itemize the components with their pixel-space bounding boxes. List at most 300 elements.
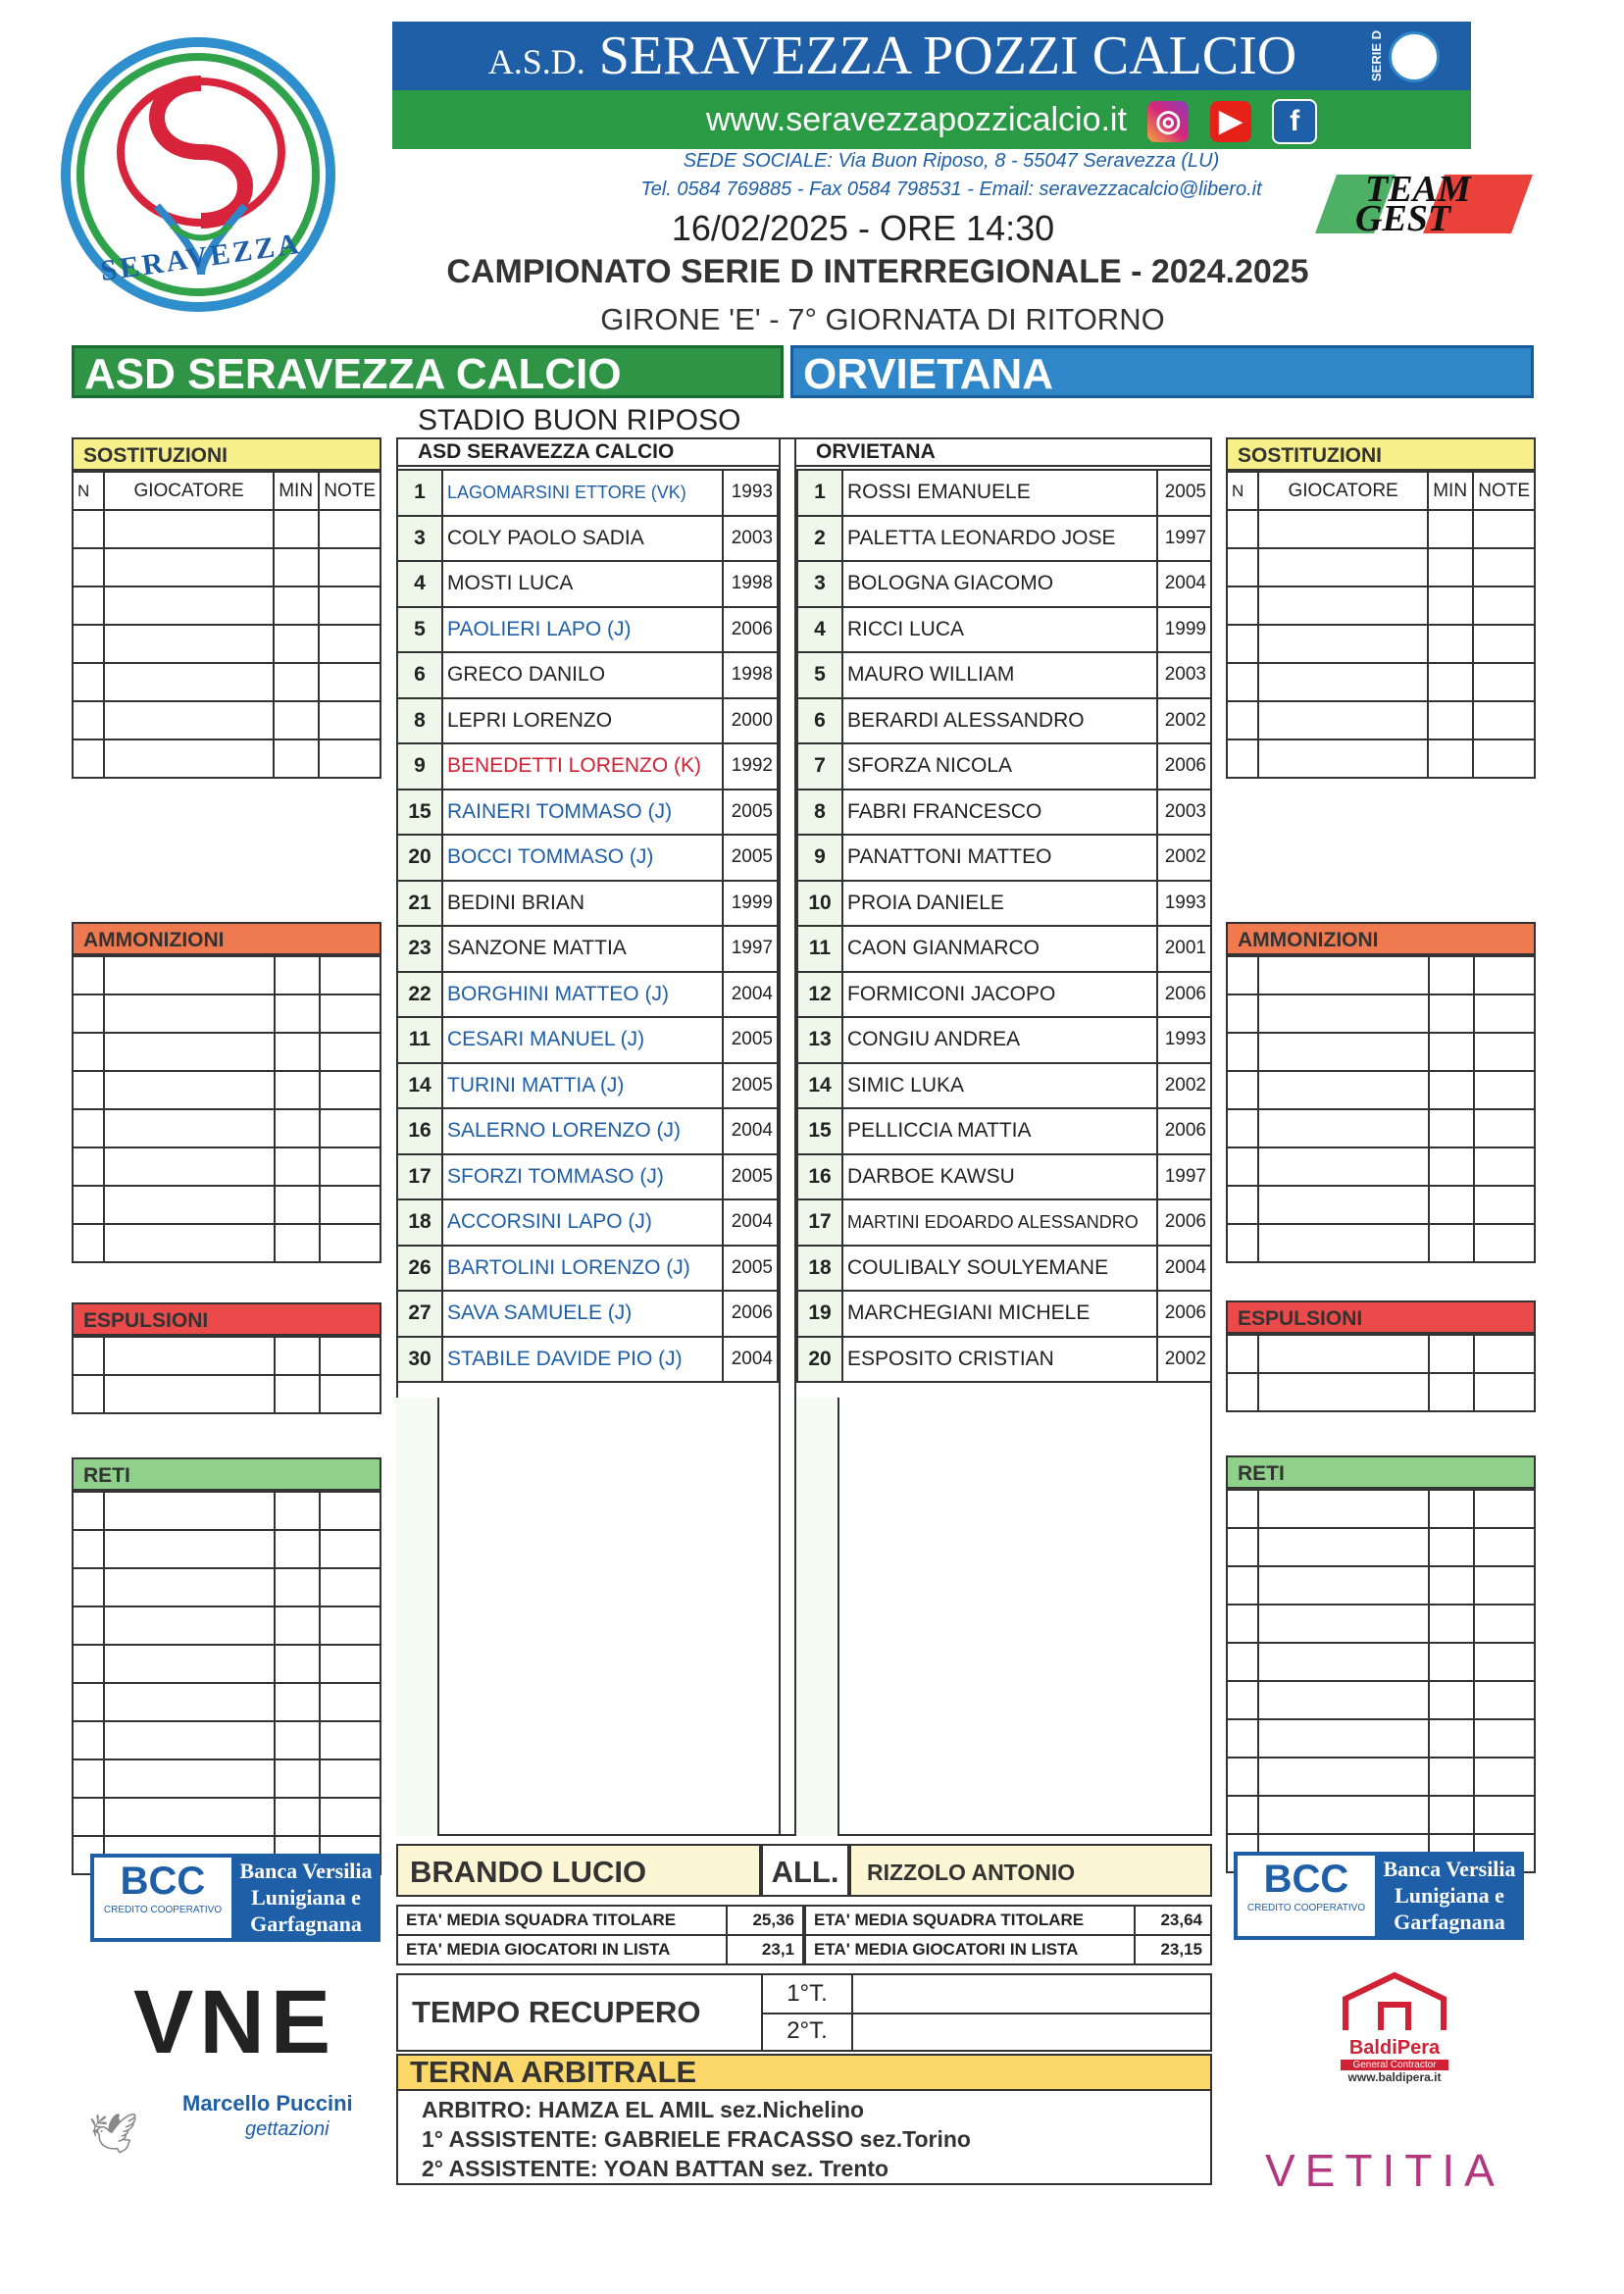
input-cell[interactable]: [320, 1071, 381, 1109]
player-row: [797, 1017, 1211, 1063]
input-cell[interactable]: [1258, 1566, 1429, 1605]
player-number: 5: [397, 607, 442, 653]
input-cell[interactable]: [275, 1568, 320, 1606]
player-number: 10: [797, 881, 842, 927]
input-cell[interactable]: [1227, 1719, 1258, 1758]
player-name: PANATTONI MATTEO: [842, 835, 1157, 881]
sostituzioni-table: [72, 471, 381, 779]
input-cell[interactable]: [1474, 1109, 1535, 1147]
youtube-icon[interactable]: ▶: [1210, 101, 1251, 142]
input-cell[interactable]: [1474, 1566, 1535, 1605]
recupero-divider: [851, 2013, 1210, 2014]
input-cell[interactable]: [275, 1606, 320, 1645]
input-cell[interactable]: [1429, 1528, 1474, 1566]
input-cell[interactable]: [1258, 956, 1429, 994]
input-cell[interactable]: [1429, 1758, 1474, 1796]
input-cell[interactable]: [73, 1492, 104, 1530]
input-cell[interactable]: [104, 1530, 275, 1568]
input-cell[interactable]: [73, 625, 104, 663]
input-cell[interactable]: [1258, 1373, 1429, 1411]
input-cell[interactable]: [320, 1798, 381, 1836]
input-cell[interactable]: [104, 1798, 275, 1836]
input-cell[interactable]: [104, 956, 275, 994]
input-cell[interactable]: [73, 1759, 104, 1798]
input-cell[interactable]: [274, 548, 319, 586]
input-cell[interactable]: [1227, 663, 1258, 701]
input-cell[interactable]: [275, 1375, 320, 1413]
input-cell[interactable]: [104, 739, 274, 778]
input-cell[interactable]: [275, 1224, 320, 1262]
input-cell[interactable]: [104, 1683, 275, 1721]
input-cell[interactable]: [1473, 663, 1535, 701]
player-name: LAGOMARSINI ETTORE (VK): [442, 470, 723, 516]
input-cell[interactable]: [320, 1530, 381, 1568]
input-cell[interactable]: [1429, 1796, 1474, 1834]
input-cell[interactable]: [1429, 1719, 1474, 1758]
player-birth-year: 1998: [723, 561, 778, 607]
input-cell[interactable]: [73, 1186, 104, 1224]
input-cell[interactable]: [104, 1337, 275, 1375]
input-cell[interactable]: [1473, 548, 1535, 586]
input-cell[interactable]: [319, 586, 381, 625]
player-birth-year: 2003: [1157, 790, 1211, 836]
input-cell[interactable]: [1474, 1335, 1535, 1373]
input-cell[interactable]: [104, 1147, 275, 1186]
input-cell[interactable]: [1429, 1033, 1474, 1071]
input-cell[interactable]: [1429, 956, 1474, 994]
input-cell[interactable]: [1474, 1681, 1535, 1719]
input-cell[interactable]: [1227, 510, 1258, 548]
input-cell[interactable]: [275, 1721, 320, 1759]
input-cell[interactable]: [73, 1033, 104, 1071]
input-cell[interactable]: [1429, 1490, 1474, 1528]
input-cell[interactable]: [1429, 1605, 1474, 1643]
input-cell[interactable]: [275, 1337, 320, 1375]
input-cell[interactable]: [320, 1186, 381, 1224]
input-cell[interactable]: [73, 1147, 104, 1186]
input-cell[interactable]: [1227, 1109, 1258, 1147]
input-cell[interactable]: [274, 701, 319, 739]
player-number: 16: [797, 1154, 842, 1200]
input-cell[interactable]: [73, 1721, 104, 1759]
input-cell[interactable]: [274, 625, 319, 663]
recupero-box: [396, 1973, 1212, 2052]
input-cell[interactable]: [1428, 701, 1473, 739]
input-cell[interactable]: [1258, 994, 1429, 1033]
club-prefix: A.S.D.: [487, 42, 585, 81]
espulsioni-header: ESPULSIONI: [1226, 1300, 1536, 1334]
espulsioni-table: [1226, 1334, 1536, 1412]
player-birth-year: 2006: [723, 1291, 778, 1337]
input-cell[interactable]: [320, 1147, 381, 1186]
player-number: 14: [797, 1063, 842, 1109]
input-cell[interactable]: [275, 1759, 320, 1798]
input-cell[interactable]: [275, 1530, 320, 1568]
input-cell[interactable]: [73, 548, 104, 586]
input-cell[interactable]: [320, 1033, 381, 1071]
input-cell[interactable]: [1258, 701, 1428, 739]
espulsioni-header: ESPULSIONI: [72, 1302, 381, 1336]
input-cell[interactable]: [73, 586, 104, 625]
player-row: [797, 607, 1211, 653]
player-name: STABILE DAVIDE PIO (J): [442, 1337, 723, 1383]
input-cell[interactable]: [320, 994, 381, 1033]
input-cell[interactable]: [104, 663, 274, 701]
input-cell[interactable]: [73, 1530, 104, 1568]
bcc-name-3: Garfagnana: [1394, 1910, 1505, 1934]
player-number: 8: [797, 790, 842, 836]
input-cell[interactable]: [1473, 739, 1535, 778]
input-cell[interactable]: [1258, 1796, 1429, 1834]
player-row: [797, 790, 1211, 836]
input-cell[interactable]: [275, 1645, 320, 1683]
input-cell[interactable]: [1227, 956, 1258, 994]
input-cell[interactable]: [1258, 1719, 1429, 1758]
input-cell[interactable]: [1429, 1224, 1474, 1262]
input-cell[interactable]: [73, 510, 104, 548]
input-cell[interactable]: [275, 1071, 320, 1109]
input-cell[interactable]: [274, 510, 319, 548]
input-cell[interactable]: [1428, 548, 1473, 586]
input-cell[interactable]: [275, 1798, 320, 1836]
input-cell[interactable]: [319, 739, 381, 778]
input-cell[interactable]: [319, 510, 381, 548]
input-cell[interactable]: [1227, 739, 1258, 778]
input-cell[interactable]: [319, 663, 381, 701]
input-cell[interactable]: [104, 1186, 275, 1224]
serie-d-badge-text: SERIE D: [1369, 30, 1384, 82]
bcc-logo-text: BCC: [1263, 1858, 1349, 1901]
player-birth-year: 2002: [1157, 698, 1211, 744]
input-cell[interactable]: [319, 548, 381, 586]
input-cell[interactable]: [1258, 1681, 1429, 1719]
player-name: PALETTA LEONARDO JOSE: [842, 516, 1157, 562]
input-cell[interactable]: [319, 625, 381, 663]
input-cell[interactable]: [1258, 548, 1428, 586]
input-cell[interactable]: [320, 1375, 381, 1413]
input-cell[interactable]: [104, 1375, 275, 1413]
input-cell[interactable]: [1258, 739, 1428, 778]
input-cell[interactable]: [104, 1109, 275, 1147]
player-name: RAINERI TOMMASO (J): [442, 790, 723, 836]
player-birth-year: 2005: [723, 1246, 778, 1292]
bcc-name-2: Lunigiana e: [1395, 1883, 1504, 1908]
input-cell[interactable]: [1258, 1186, 1429, 1224]
input-cell[interactable]: [1474, 1643, 1535, 1681]
input-cell[interactable]: [1227, 1335, 1258, 1373]
input-cell[interactable]: [320, 1492, 381, 1530]
player-number: 3: [797, 561, 842, 607]
input-cell[interactable]: [1428, 625, 1473, 663]
col-min: MIN: [1428, 472, 1473, 510]
input-cell[interactable]: [1473, 625, 1535, 663]
player-row: [797, 1154, 1211, 1200]
input-cell[interactable]: [1473, 701, 1535, 739]
input-cell[interactable]: [1258, 1109, 1429, 1147]
facebook-icon[interactable]: f: [1272, 99, 1317, 144]
home-coach: BRANDO LUCIO: [396, 1844, 761, 1897]
input-cell[interactable]: [104, 1721, 275, 1759]
col-n: N: [1227, 472, 1258, 510]
input-cell[interactable]: [320, 1606, 381, 1645]
input-cell[interactable]: [1227, 1643, 1258, 1681]
home-age-lista: 23,1: [727, 1935, 803, 1964]
player-number: 2: [797, 516, 842, 562]
bcc-name: [1379, 1856, 1520, 1935]
championship-title: CAMPIONATO SERIE D INTERREGIONALE - 2024.2025: [446, 253, 1309, 290]
input-cell[interactable]: [104, 586, 274, 625]
input-cell[interactable]: [1473, 586, 1535, 625]
instagram-icon[interactable]: ◎: [1147, 101, 1189, 142]
player-row: [797, 698, 1211, 744]
input-cell[interactable]: [104, 1568, 275, 1606]
input-cell[interactable]: [320, 1759, 381, 1798]
input-cell[interactable]: [104, 1224, 275, 1262]
input-cell[interactable]: [1258, 586, 1428, 625]
input-cell[interactable]: [104, 1033, 275, 1071]
input-cell[interactable]: [275, 1109, 320, 1147]
input-cell[interactable]: [1474, 1147, 1535, 1186]
input-cell[interactable]: [320, 1645, 381, 1683]
player-row: [397, 1063, 778, 1109]
input-cell[interactable]: [1227, 1528, 1258, 1566]
input-cell[interactable]: [104, 994, 275, 1033]
player-number: 13: [797, 1017, 842, 1063]
input-cell[interactable]: [1429, 1071, 1474, 1109]
input-cell[interactable]: [1258, 1335, 1429, 1373]
away-ages-table: [804, 1905, 1212, 1965]
input-cell[interactable]: [73, 739, 104, 778]
input-cell[interactable]: [1474, 1224, 1535, 1262]
reti-header: RETI: [1226, 1455, 1536, 1489]
input-cell[interactable]: [275, 1683, 320, 1721]
arbitro: ARBITRO: HAMZA EL AMIL sez.Nichelino: [422, 2097, 865, 2122]
stadium-name: STADIO BUON RIPOSO: [418, 404, 741, 436]
website-banner: [392, 90, 1471, 149]
input-cell[interactable]: [104, 1071, 275, 1109]
input-cell[interactable]: [1227, 548, 1258, 586]
input-cell[interactable]: [1473, 510, 1535, 548]
input-cell[interactable]: [1428, 739, 1473, 778]
input-cell[interactable]: [1429, 1186, 1474, 1224]
input-cell[interactable]: [73, 1337, 104, 1375]
input-cell[interactable]: [1258, 1758, 1429, 1796]
player-birth-year: 1998: [723, 652, 778, 698]
input-cell[interactable]: [320, 1683, 381, 1721]
input-cell[interactable]: [1429, 1335, 1474, 1373]
input-cell[interactable]: [104, 701, 274, 739]
player-name: PAOLIERI LAPO (J): [442, 607, 723, 653]
player-row: [397, 652, 778, 698]
website-link[interactable]: www.seravezzapozzicalcio.it: [706, 101, 1127, 138]
input-cell[interactable]: [320, 1337, 381, 1375]
home-ammonizioni-panel: [72, 922, 381, 1263]
player-number: 11: [397, 1017, 442, 1063]
input-cell[interactable]: [73, 1109, 104, 1147]
input-cell[interactable]: [320, 1109, 381, 1147]
input-cell[interactable]: [1474, 1605, 1535, 1643]
player-number: 20: [797, 1337, 842, 1383]
player-birth-year: 2002: [1157, 835, 1211, 881]
player-name: GRECO DANILO: [442, 652, 723, 698]
player-birth-year: 1997: [723, 926, 778, 972]
player-birth-year: 2003: [723, 516, 778, 562]
input-cell[interactable]: [73, 1071, 104, 1109]
input-cell[interactable]: [73, 994, 104, 1033]
player-row: [397, 1108, 778, 1154]
input-cell[interactable]: [1474, 1373, 1535, 1411]
input-cell[interactable]: [1227, 1071, 1258, 1109]
input-cell[interactable]: [1474, 1490, 1535, 1528]
input-cell[interactable]: [1258, 1071, 1429, 1109]
input-cell[interactable]: [1258, 1033, 1429, 1071]
input-cell[interactable]: [73, 1375, 104, 1413]
input-cell[interactable]: [1428, 586, 1473, 625]
age-label-lista: ETA' MEDIA GIOCATORI IN LISTA: [805, 1935, 1135, 1964]
input-cell[interactable]: [73, 701, 104, 739]
input-cell[interactable]: [320, 1568, 381, 1606]
input-cell[interactable]: [1474, 1719, 1535, 1758]
input-cell[interactable]: [1428, 663, 1473, 701]
input-cell[interactable]: [1227, 1490, 1258, 1528]
input-cell[interactable]: [1428, 510, 1473, 548]
input-cell[interactable]: [104, 510, 274, 548]
input-cell[interactable]: [104, 1645, 275, 1683]
sostituzioni-header: SOSTITUZIONI: [1226, 437, 1536, 471]
input-cell[interactable]: [1474, 1796, 1535, 1834]
input-cell[interactable]: [1474, 1033, 1535, 1071]
input-cell[interactable]: [1258, 1147, 1429, 1186]
away-espulsioni-panel: [1226, 1300, 1536, 1412]
input-cell[interactable]: [1227, 1566, 1258, 1605]
input-cell[interactable]: [320, 956, 381, 994]
input-cell[interactable]: [274, 586, 319, 625]
input-cell[interactable]: [1429, 1643, 1474, 1681]
input-cell[interactable]: [1227, 586, 1258, 625]
input-cell[interactable]: [1258, 1528, 1429, 1566]
input-cell[interactable]: [1227, 1224, 1258, 1262]
input-cell[interactable]: [275, 1147, 320, 1186]
player-name: ROSSI EMANUELE: [842, 470, 1157, 516]
player-birth-year: 2002: [1157, 1337, 1211, 1383]
input-cell[interactable]: [1474, 994, 1535, 1033]
input-cell[interactable]: [1227, 1796, 1258, 1834]
player-birth-year: 1997: [1157, 1154, 1211, 1200]
input-cell[interactable]: [1227, 625, 1258, 663]
input-cell[interactable]: [1258, 625, 1428, 663]
col-note: NOTE: [1473, 472, 1535, 510]
player-number: 14: [397, 1063, 442, 1109]
input-cell[interactable]: [104, 548, 274, 586]
input-cell[interactable]: [104, 1492, 275, 1530]
away-team-banner: ORVIETANA: [790, 345, 1534, 398]
input-cell[interactable]: [73, 1645, 104, 1683]
input-cell[interactable]: [1258, 1224, 1429, 1262]
input-cell[interactable]: [275, 956, 320, 994]
input-cell[interactable]: [1429, 994, 1474, 1033]
input-cell[interactable]: [1474, 956, 1535, 994]
player-number: 16: [397, 1108, 442, 1154]
input-cell[interactable]: [73, 663, 104, 701]
puccini-sub: gettazioni: [245, 2118, 330, 2140]
input-cell[interactable]: [319, 701, 381, 739]
input-cell[interactable]: [73, 1683, 104, 1721]
player-number: 8: [397, 698, 442, 744]
espulsioni-table: [72, 1336, 381, 1414]
input-cell[interactable]: [1227, 1373, 1258, 1411]
input-cell[interactable]: [1227, 1186, 1258, 1224]
input-cell[interactable]: [1258, 510, 1428, 548]
input-cell[interactable]: [1258, 1490, 1429, 1528]
input-cell[interactable]: [73, 1798, 104, 1836]
player-row: [397, 972, 778, 1018]
input-cell[interactable]: [320, 1721, 381, 1759]
input-cell[interactable]: [1429, 1147, 1474, 1186]
col-n: N: [73, 472, 104, 510]
player-name: BOLOGNA GIACOMO: [842, 561, 1157, 607]
input-cell[interactable]: [1429, 1373, 1474, 1411]
player-birth-year: 2006: [1157, 972, 1211, 1018]
input-cell[interactable]: [104, 1759, 275, 1798]
input-cell[interactable]: [1258, 1643, 1429, 1681]
input-cell[interactable]: [275, 1186, 320, 1224]
input-cell[interactable]: [1227, 994, 1258, 1033]
input-cell[interactable]: [1429, 1109, 1474, 1147]
input-cell[interactable]: [1429, 1681, 1474, 1719]
player-row: [797, 652, 1211, 698]
input-cell[interactable]: [1474, 1528, 1535, 1566]
home-espulsioni-panel: [72, 1302, 381, 1414]
player-number: 30: [397, 1337, 442, 1383]
input-cell[interactable]: [73, 956, 104, 994]
input-cell[interactable]: [73, 1568, 104, 1606]
input-cell[interactable]: [1227, 1681, 1258, 1719]
input-cell[interactable]: [1474, 1758, 1535, 1796]
input-cell[interactable]: [274, 739, 319, 778]
input-cell[interactable]: [275, 1033, 320, 1071]
input-cell[interactable]: [1227, 1147, 1258, 1186]
terna-header: TERNA ARBITRALE: [396, 2054, 1212, 2091]
input-cell[interactable]: [274, 663, 319, 701]
sede-sociale: SEDE SOCIALE: Via Buon Riposo, 8 - 55047 Seravezza (LU): [683, 150, 1220, 172]
player-name: PROIA DANIELE: [842, 881, 1157, 927]
input-cell[interactable]: [1474, 1071, 1535, 1109]
player-name: MOSTI LUCA: [442, 561, 723, 607]
input-cell[interactable]: [1474, 1186, 1535, 1224]
input-cell[interactable]: [1258, 1605, 1429, 1643]
input-cell[interactable]: [1227, 1033, 1258, 1071]
sponsor-puccini: [88, 2091, 373, 2179]
player-name: SANZONE MATTIA: [442, 926, 723, 972]
input-cell[interactable]: [1258, 663, 1428, 701]
input-cell[interactable]: [1227, 701, 1258, 739]
age-label-lista: ETA' MEDIA GIOCATORI IN LISTA: [397, 1935, 727, 1964]
input-cell[interactable]: [104, 625, 274, 663]
player-row: [397, 743, 778, 790]
input-cell[interactable]: [275, 994, 320, 1033]
input-cell[interactable]: [1227, 1758, 1258, 1796]
input-cell[interactable]: [1227, 1605, 1258, 1643]
input-cell[interactable]: [1429, 1566, 1474, 1605]
input-cell[interactable]: [275, 1492, 320, 1530]
input-cell[interactable]: [320, 1224, 381, 1262]
input-cell[interactable]: [104, 1606, 275, 1645]
baldipera-sub: General Contractor: [1341, 2060, 1448, 2070]
player-number: 6: [797, 698, 842, 744]
input-cell[interactable]: [73, 1606, 104, 1645]
player-birth-year: 2005: [723, 790, 778, 836]
input-cell[interactable]: [73, 1224, 104, 1262]
